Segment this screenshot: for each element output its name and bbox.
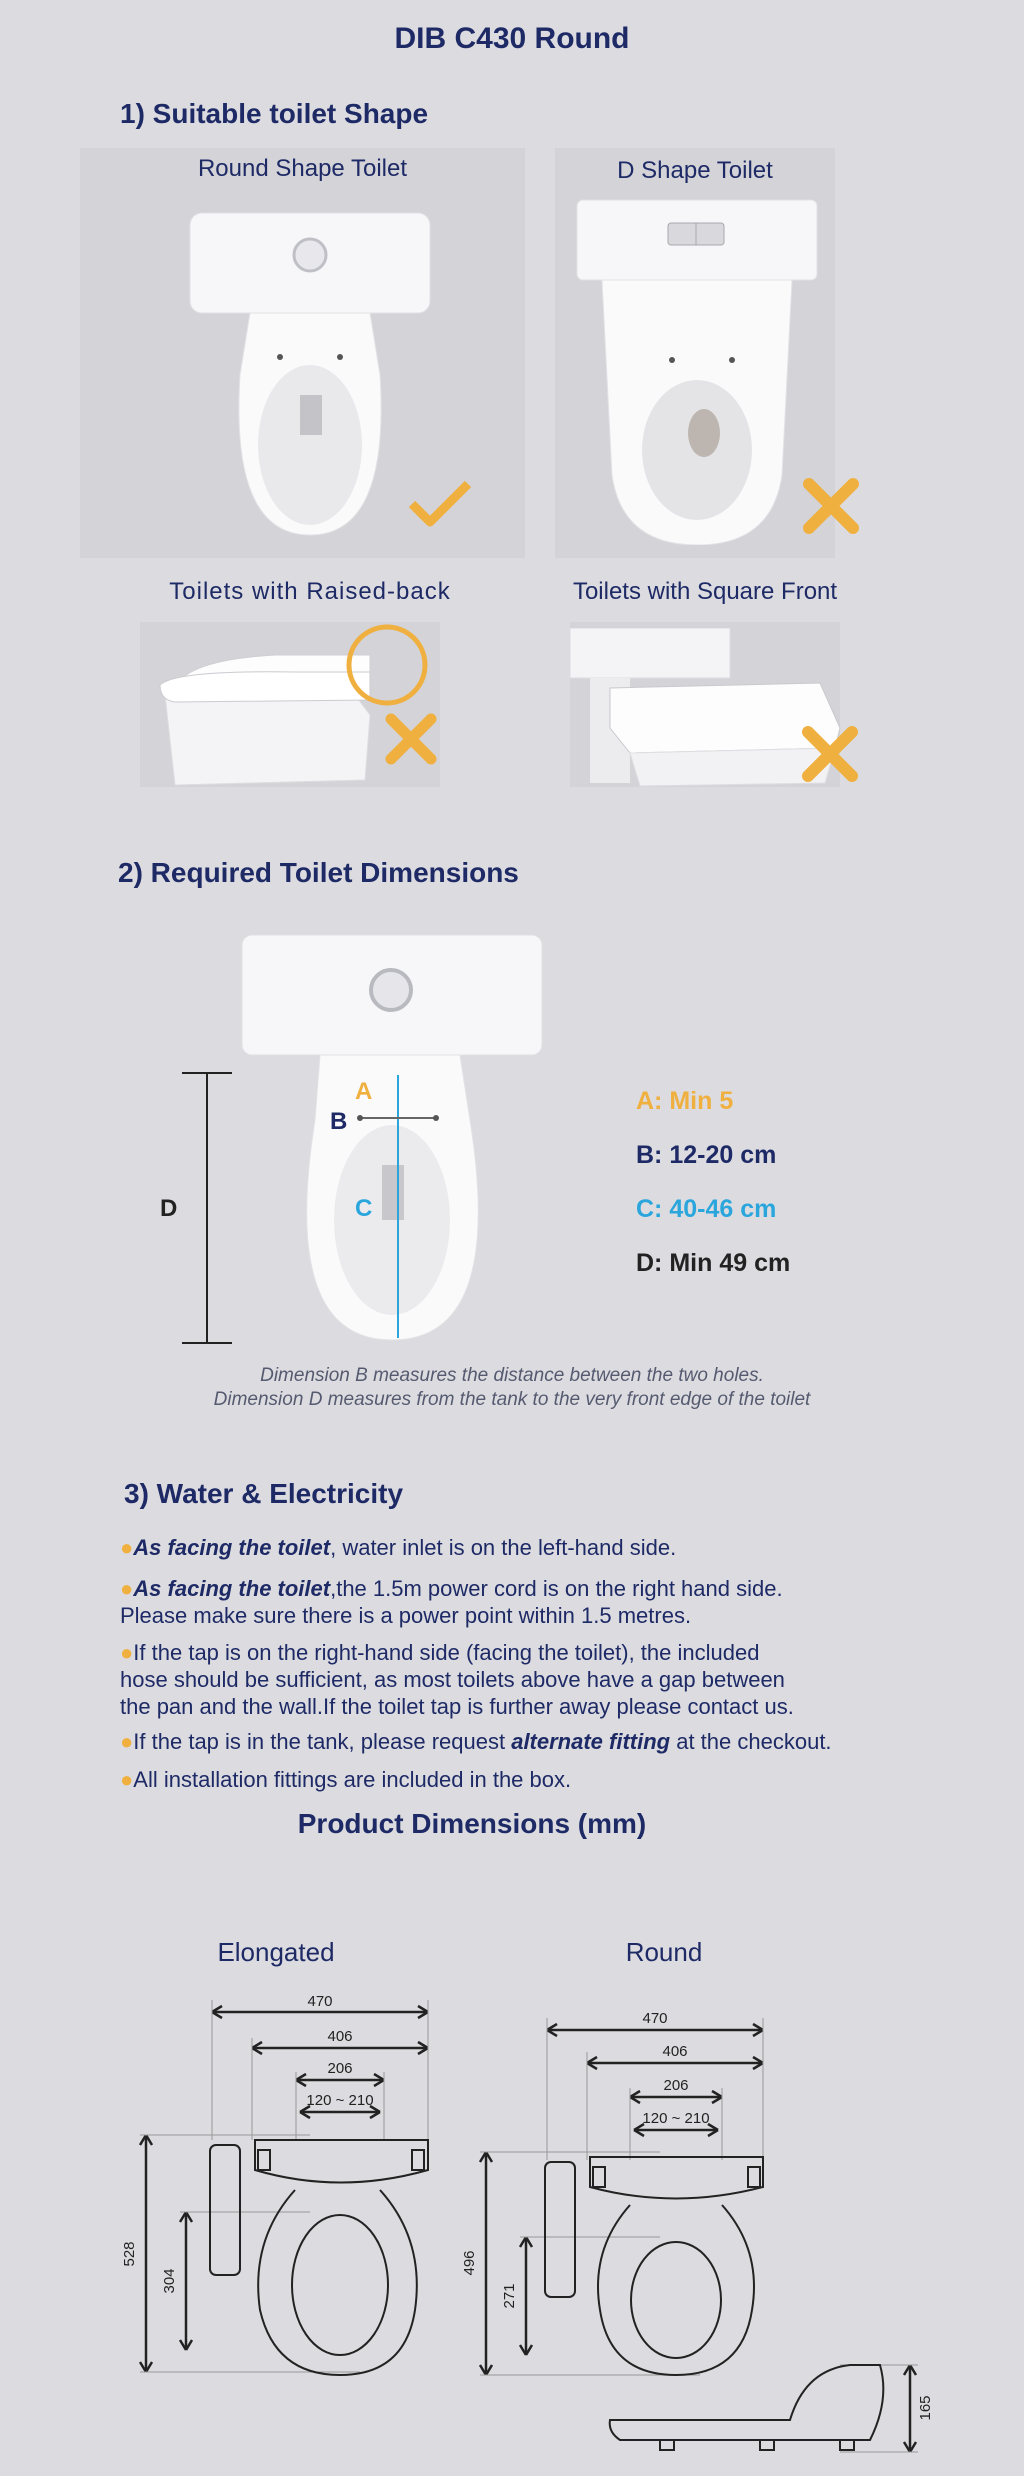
bullet-tap-tank — [120, 1728, 1010, 1755]
bullet-text: All installation fittings are included in the box. — [133, 1767, 572, 1792]
round-dim-side-height: 165 — [917, 2395, 934, 2421]
dimension-d-text: D: Min 49 cm — [636, 1249, 791, 1277]
label-a: A — [355, 1078, 373, 1105]
elongated-dim-w2: 406 — [327, 2028, 353, 2045]
bullet-text: If the tap is in the tank, please request — [133, 1729, 512, 1754]
round-dim-h1: 496 — [461, 2250, 478, 2276]
round-dim-w4: 120 ~ 210 — [642, 2110, 710, 2127]
cross-icon — [385, 713, 437, 765]
elongated-dim-w3: 206 — [327, 2060, 353, 2077]
section1-heading: 1) Suitable toilet Shape — [120, 98, 429, 129]
square-front-caption: Toilets with Square Front — [572, 578, 838, 605]
bullet-water-inlet — [120, 1534, 1000, 1561]
round-label: Round — [625, 1937, 703, 1967]
section3-heading: 3) Water & Electricity — [124, 1478, 404, 1509]
bullet-dot: ● — [120, 1640, 134, 1665]
elongated-dim-h1: 528 — [121, 2241, 138, 2267]
dimension-note-1: Dimension B measures the distance between the two holes. — [260, 1365, 764, 1386]
bullet-fittings — [120, 1766, 1000, 1793]
round-dim-w3: 206 — [663, 2077, 689, 2094]
bullet-power-cord — [120, 1575, 1000, 1629]
emphasis-text: alternate fitting — [511, 1729, 671, 1754]
bullet-text: at the checkout. — [670, 1729, 832, 1754]
label-c: C — [355, 1195, 373, 1222]
dimension-diagram — [150, 920, 570, 1360]
check-icon — [408, 478, 472, 530]
emphasis-text: As facing the toilet — [133, 1576, 331, 1601]
elongated-dimension-drawing — [110, 1990, 450, 2390]
round-dim-h2: 271 — [501, 2283, 518, 2309]
bullet-dot: ● — [120, 1767, 134, 1792]
bullet-dot: ● — [120, 1729, 134, 1754]
dimension-a-text: A: Min 5 — [636, 1087, 734, 1115]
d-toilet-caption: D Shape Toilet — [617, 157, 773, 184]
section2-heading: 2) Required Toilet Dimensions — [118, 857, 519, 888]
bullet-dot: ● — [120, 1535, 134, 1560]
page-title: DIB C430 Round — [394, 22, 630, 55]
dimension-note-2: Dimension D measures from the tank to the very front edge of the toilet — [213, 1389, 811, 1410]
raised-back-caption: Toilets with Raised-back — [169, 578, 451, 605]
elongated-dim-h2: 304 — [161, 2268, 178, 2294]
bullet-text: ,the 1.5m power cord is on the right hand side. — [330, 1576, 783, 1601]
bullet-text: If the tap is on the right-hand side (facing the toilet), the included — [133, 1640, 760, 1665]
round-dim-w2: 406 — [662, 2043, 688, 2060]
bullet-tap-right — [120, 1639, 1010, 1720]
emphasis-text: As facing the toilet — [133, 1535, 331, 1560]
elongated-dim-w4: 120 ~ 210 — [306, 2092, 374, 2109]
cross-icon — [803, 478, 859, 534]
round-dimension-drawing — [460, 2000, 940, 2470]
label-b: B — [330, 1108, 348, 1135]
product-dimensions-heading: Product Dimensions (mm) — [297, 1808, 647, 1839]
round-dim-w1: 470 — [642, 2010, 668, 2027]
label-d: D — [160, 1195, 178, 1222]
bullet-text: , water inlet is on the left-hand side. — [330, 1535, 677, 1560]
bullet-dot: ● — [120, 1576, 134, 1601]
dimension-c-text: C: 40-46 cm — [636, 1195, 777, 1223]
dimension-b-text: B: 12-20 cm — [636, 1141, 777, 1169]
cross-icon — [802, 726, 858, 782]
bullet-text: Please make sure there is a power point within 1.5 metres. — [120, 1603, 692, 1628]
bullet-text: the pan and the wall.If the toilet tap is further away please contact us. — [120, 1694, 794, 1719]
elongated-dim-w1: 470 — [307, 1993, 333, 2010]
elongated-label: Elongated — [217, 1937, 335, 1967]
d-shape-toilet-image — [572, 195, 822, 545]
bullet-text: hose should be sufficient, as most toilets above have a gap between — [120, 1667, 785, 1692]
round-toilet-caption: Round Shape Toilet — [197, 155, 408, 182]
